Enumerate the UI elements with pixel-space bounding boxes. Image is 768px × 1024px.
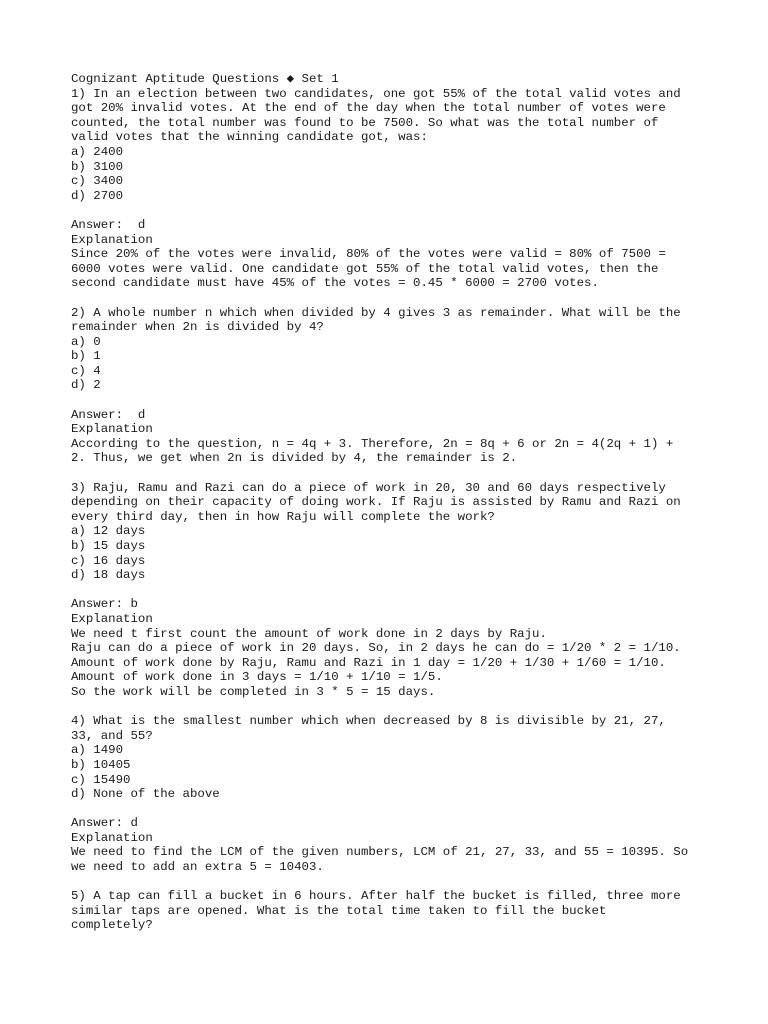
answer-line: Answer: d (71, 407, 146, 422)
option-c: c) 16 days (71, 553, 146, 568)
paragraph-gap (71, 875, 711, 890)
question-text-line: every third day, then in how Raju will complete the work? (71, 509, 495, 524)
paragraph-gap (71, 466, 711, 481)
option-a: a) 0 (71, 334, 101, 349)
option-d: d) 2 (71, 378, 101, 393)
explanation-text-line: Amount of work done by Raju, Ramu and Razi in 1 day = 1/20 + 1/30 + 1/60 = 1/10. (71, 655, 666, 670)
document-title: Cognizant Aptitude Questions ◆ Set 1 (71, 72, 339, 86)
paragraph-gap (71, 700, 711, 715)
option-d: d) 18 days (71, 568, 146, 583)
question-text-line: 33, and 55? (71, 728, 153, 743)
option-b: b) 3100 (71, 159, 124, 174)
question-text-line: similar taps are opened. What is the total time taken to fill the bucket (71, 903, 607, 918)
answer-2-block (71, 408, 711, 466)
question-text-line: got 20% invalid votes. At the end of the day when the total number of votes were (71, 101, 666, 116)
question-text-line: completely? (71, 918, 153, 933)
explanation-text-line: We need to find the LCM of the given numbers, LCM of 21, 27, 33, and 55 = 10395. So (71, 845, 689, 860)
explanation-text-line: We need t first count the amount of work done in 2 days by Raju. (71, 626, 547, 641)
paragraph-gap (71, 291, 711, 306)
answer-1-block (71, 218, 711, 291)
paragraph-gap (71, 583, 711, 598)
explanation-text-line: So the work will be completed in 3 * 5 = 15 days. (71, 684, 436, 699)
answer-4-block (71, 816, 711, 874)
option-a: a) 1490 (71, 743, 124, 758)
paragraph-gap (71, 203, 711, 218)
question-text-line: remainder when 2n is divided by 4? (71, 320, 324, 335)
question-text-line: valid votes that the winning candidate got, was: (71, 130, 428, 145)
question-1-block (71, 72, 711, 203)
answer-line: Answer: d (71, 816, 138, 831)
explanation-text-line: According to the question, n = 4q + 3. Therefore, 2n = 8q + 6 or 2n = 4(2q + 1) + (71, 436, 674, 451)
option-b: b) 15 days (71, 539, 146, 553)
answer-line: Answer: d (71, 217, 146, 232)
option-c: c) 4 (71, 363, 101, 378)
explanation-text-line: 6000 votes were valid. One candidate got 55% of the total valid votes, then the (71, 261, 659, 276)
option-a: a) 2400 (71, 144, 124, 159)
answer-3-block (71, 597, 711, 699)
question-text-line: 4) What is the smallest number which when decreased by 8 is divisible by 21, 27, (71, 714, 666, 729)
question-text-line: 2) A whole number n which when divided by 4 gives 3 as remainder. What will be the (71, 305, 681, 320)
document-body (71, 72, 711, 933)
paragraph-gap (71, 393, 711, 408)
question-5-block (71, 889, 711, 933)
explanation-text-line: Amount of work done in 3 days = 1/10 + 1/10 = 1/5. (71, 670, 443, 685)
explanation-heading: Explanation (71, 232, 153, 247)
question-4-block (71, 714, 711, 802)
explanation-text-line: Since 20% of the votes were invalid, 80% of the votes were valid = 80% of 7500 = (71, 247, 666, 262)
explanation-text-line: second candidate must have 45% of the votes = 0.45 * 6000 = 2700 votes. (71, 276, 599, 291)
question-text-line: 1) In an election between two candidates, one got 55% of the total valid votes and (71, 86, 681, 101)
question-text-line: 5) A tap can fill a bucket in 6 hours. After half the bucket is filled, three more (71, 889, 681, 904)
option-b: b) 1 (71, 349, 101, 364)
explanation-text-line: Raju can do a piece of work in 20 days. So, in 2 days he can do = 1/20 * 2 = 1/10. (71, 641, 681, 656)
option-d: d) 2700 (71, 188, 124, 203)
explanation-text-line: we need to add an extra 5 = 10403. (71, 860, 324, 875)
explanation-heading: Explanation (71, 422, 153, 437)
explanation-heading: Explanation (71, 830, 153, 845)
explanation-heading: Explanation (71, 611, 153, 626)
option-c: c) 3400 (71, 174, 124, 189)
option-d: d) None of the above (71, 787, 220, 802)
question-text-line: counted, the total number was found to be 7500. So what was the total number of (71, 115, 659, 130)
explanation-text-line: 2. Thus, we get when 2n is divided by 4, the remainder is 2. (71, 451, 518, 466)
option-a: a) 12 days (71, 524, 146, 539)
paragraph-gap (71, 802, 711, 817)
question-3-block (71, 481, 711, 583)
question-text-line: depending on their capacity of doing work. If Raju is assisted by Ramu and Razi on (71, 495, 681, 510)
option-b: b) 10405 (71, 757, 131, 772)
question-text-line: 3) Raju, Ramu and Razi can do a piece of work in 20, 30 and 60 days respectively (71, 480, 666, 495)
answer-line: Answer: b (71, 597, 138, 612)
option-c: c) 15490 (71, 772, 131, 787)
question-2-block (71, 306, 711, 394)
